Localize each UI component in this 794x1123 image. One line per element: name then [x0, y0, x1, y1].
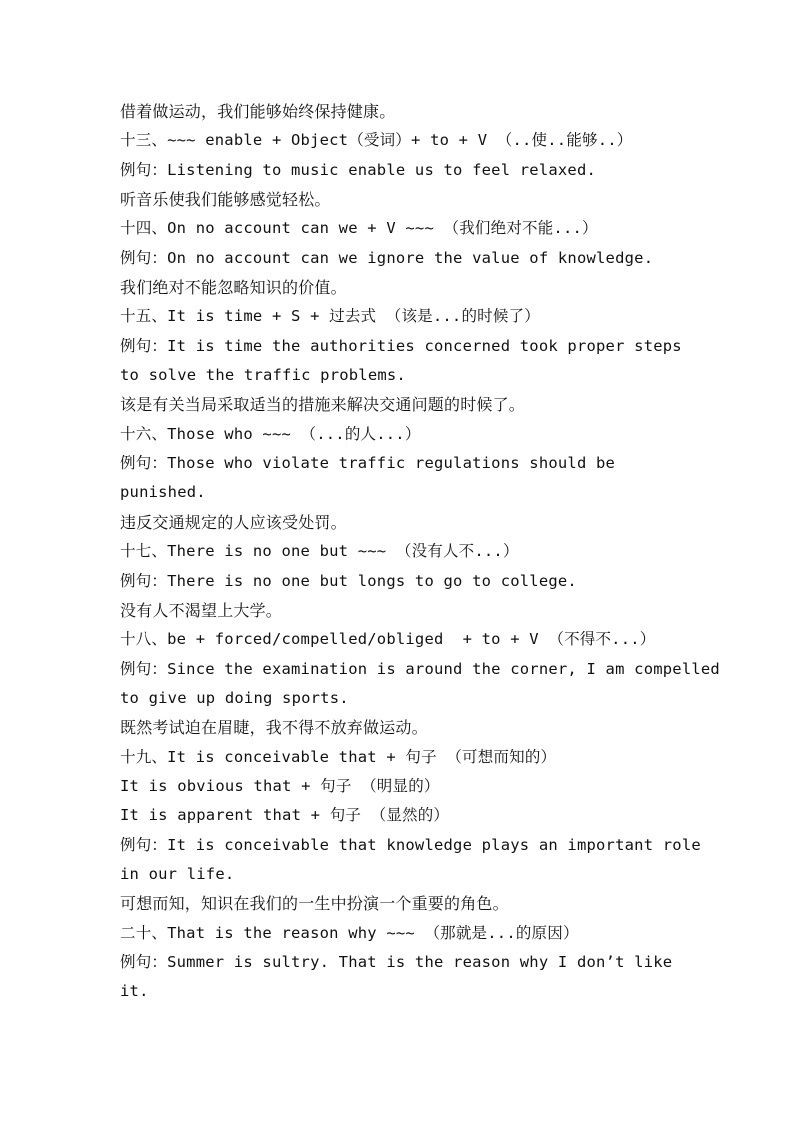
text-line: 十九、It is conceivable that + 句子 （可想而知的）: [120, 747, 557, 766]
text-line: 十五、It is time + S + 过去式 （该是...的时候了）: [120, 307, 540, 326]
text-line: 我们绝对不能忽略知识的价值。: [120, 278, 347, 298]
text-line: 该是有关当局采取适当的措施来解决交通问题的时候了。: [120, 395, 526, 415]
text-line: to give up doing sports.: [120, 688, 349, 707]
text-line: 例句：Summer is sultry. That is the reason why I don’t like: [120, 952, 673, 971]
text-line: 例句：Since the examination is around the corner, I am compelled: [120, 659, 720, 678]
text-line: 十八、be + forced/compelled/obliged + to + V （不得不...）: [120, 630, 656, 649]
text-line: 例句：There is no one but longs to go to college.: [120, 571, 577, 590]
text-line: 违反交通规定的人应该受处罚。: [120, 512, 347, 532]
text-line: 十四、On no account can we + V ~~~ （我们绝对不能...）: [120, 219, 598, 238]
text-line: punished.: [120, 483, 206, 502]
text-line: 十七、There is no one but ~~~ （没有人不...）: [120, 542, 519, 561]
text-line: 十三、~~~ enable + Object（受词）+ to + V （..使..能够..）: [120, 131, 633, 150]
text-line: 十六、Those who ~~~ （...的人...）: [120, 424, 421, 443]
document-body: [120, 97, 720, 1007]
text-line: 例句：Those who violate traffic regulations should be: [120, 454, 616, 473]
text-line: It is apparent that + 句子 （显然的）: [120, 806, 450, 825]
text-line: 可想而知，知识在我们的一生中扮演一个重要的角色。: [120, 894, 509, 914]
text-line: 借着做运动，我们能够始终保持健康。: [120, 102, 396, 121]
text-line: to solve the traffic problems.: [120, 366, 406, 385]
text-line: 既然考试迫在眉睫，我不得不放弃做运动。: [120, 718, 428, 738]
text-line: 例句：It is conceivable that knowledge plays an important role: [120, 835, 701, 854]
text-line: 例句：Listening to music enable us to feel relaxed.: [120, 160, 597, 179]
text-line: in our life.: [120, 864, 235, 883]
text-line: It is obvious that + 句子 （明显的）: [120, 776, 440, 795]
text-line: 例句：On no account can we ignore the value of knowledge.: [120, 248, 654, 267]
text-line: 没有人不渴望上大学。: [120, 600, 283, 620]
text-line: 听音乐使我们能够感觉轻松。: [120, 190, 331, 210]
text-line: it.: [120, 982, 149, 1001]
text-line: 二十、That is the reason why ~~~ （那就是...的原因）: [120, 923, 579, 942]
text-line: 例句：It is time the authorities concerned took proper steps: [120, 336, 682, 355]
